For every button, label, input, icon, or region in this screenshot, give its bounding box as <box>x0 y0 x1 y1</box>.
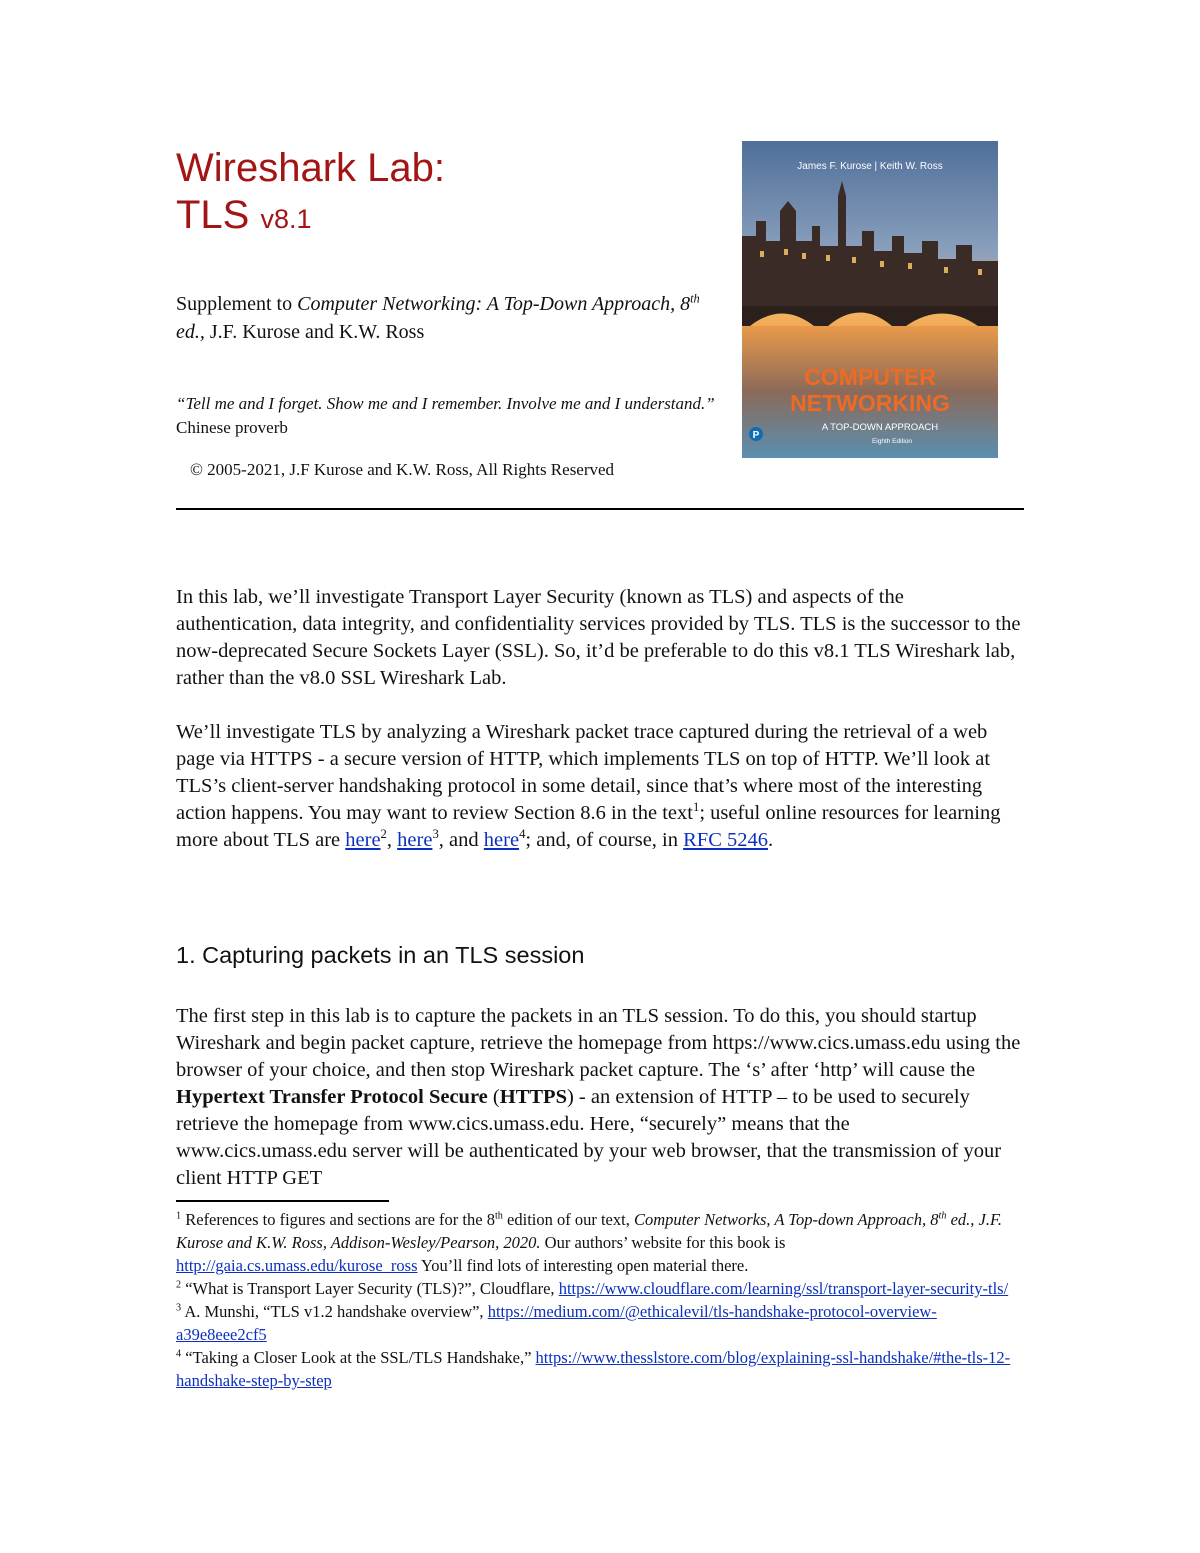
footnote-1: $^1$ References to figures and sections are for the 8th edition of our text, Computer Networks, A Top-down Approach, 8th ed., J.F. Kurose and K.W. Ross, Addison-Wesley/Pearson, 2020. Our authors’ website for this book is http://gaia.cs.umass.edu/kurose_ross You’ll find lots of interesting open material there. <box>176 1210 1003 1275</box>
footnote-4: $^4$ “Taking a Closer Look at the SSL/TLS Handshake,” https://www.thesslstore.com/blog/explaining-ssl-handshake/#the-tls-12-handshake-step-by-step <box>176 1348 1011 1390</box>
here-link-1[interactable]: here <box>345 829 381 851</box>
publisher-logo-letter: P <box>752 430 760 441</box>
footnote-divider <box>176 1200 389 1202</box>
lab-title <box>176 145 445 243</box>
proverb-quote: “Tell me and I forget. Show me and I remember. Involve me and I understand.” Chinese proverb <box>176 394 715 437</box>
cover-title-2: NETWORKING <box>790 390 950 416</box>
book-title: Computer Networking: A Top-Down Approach, 8th ed., <box>176 291 700 343</box>
book-cover-image <box>742 141 998 458</box>
footnote-3: $^3$ A. Munshi, “TLS v1.2 handshake overview”, https://medium.com/@ethicalevil/tls-handshake-protocol-overview-a39e8eee2cf5 <box>176 1302 937 1344</box>
cover-subtitle: A TOP-DOWN APPROACH <box>821 422 939 433</box>
thesslstore-link[interactable]: https://www.thesslstore.com/blog/explaining-ssl-handshake/#the-tls-12-handshake-step-by-step <box>176 1348 1011 1390</box>
medium-link[interactable]: https://medium.com/@ethicalevil/tls-handshake-protocol-overview-a39e8eee2cf5 <box>176 1302 937 1344</box>
capture-paragraph: The first step in this lab is to capture the packets in an TLS session. To do this, you should startup Wireshark and begin packet capture, retrieve the homepage from https://www.cics.umass.edu using the browser of your choice, and then stop Wireshark packet capture. The ‘s’ after ‘http’ will cause the Hypertext Transfer Protocol Secure (HTTPS) - an extension of HTTP – to be used to securely retrieve the homepage from www.cics.umass.edu. Here, “securely” means that the www.cics.umass.edu server will be authenticated by your web browser, that the transmission of your client HTTP GET <box>176 1005 1021 1189</box>
cover-edition: Eighth Edition <box>871 438 913 445</box>
cloudflare-link[interactable]: https://www.cloudflare.com/learning/ssl/transport-layer-security-tls/ <box>558 1279 1009 1298</box>
copyright-notice: © 2005-2021, J.F Kurose and K.W. Ross, All Rights Reserved <box>190 460 615 479</box>
supplement-text: Supplement to Computer Networking: A Top-Down Approach, 8th ed., J.F. Kurose and K.W. Ross <box>176 291 700 343</box>
title-line-2: TLS v8.1 <box>176 193 312 237</box>
rfc-link[interactable]: RFC 5246 <box>683 829 768 851</box>
book-cover-art <box>742 141 998 458</box>
section-heading: 1. Capturing packets in an TLS session <box>176 942 585 968</box>
header-divider <box>176 508 1024 510</box>
intro-paragraph: In this lab, we’ll investigate Transport Layer Security (known as TLS) and aspects of the authentication, data integrity, and confidentiality services provided by TLS. TLS is the successor to the now-deprecated Secure Sockets Layer (SSL). So, it’d be preferable to do this v8.1 TLS Wireshark lab, rather than the v8.0 SSL Wireshark Lab. <box>176 586 1021 689</box>
kurose-ross-link[interactable]: http://gaia.cs.umass.edu/kurose_ross <box>176 1256 418 1275</box>
title-version: v8.1 <box>260 204 312 234</box>
here-link-3[interactable]: here <box>483 829 520 851</box>
overview-paragraph: We’ll investigate TLS by analyzing a Wireshark packet trace captured during the retrieval of a web page via HTTPS - a secure version of HTTP, which implements TLS on top of HTTP. We’ll look at TLS’s client-server handshaking protocol in some detail, since that’s where most of the interesting action happens. You may want to review Section 8.6 in the text$^1$; useful online resources for learning more about TLS are here$^2$, here$^3$, and here$^4$; and, of course, in RFC 5246. <box>176 721 1001 851</box>
footnote-2: $^2$ “What is Transport Layer Security (TLS)?”, Cloudflare, https://www.cloudflare.com/learning/ssl/transport-layer-security-tls/ <box>176 1279 1009 1298</box>
cover-title-1: COMPUTER <box>804 364 936 390</box>
cover-authors: James F. Kurose | Keith W. Ross <box>797 161 943 172</box>
title-line-1: Wireshark Lab: <box>176 146 445 190</box>
here-link-2[interactable]: here <box>397 829 433 851</box>
footnotes <box>176 1208 1026 1392</box>
